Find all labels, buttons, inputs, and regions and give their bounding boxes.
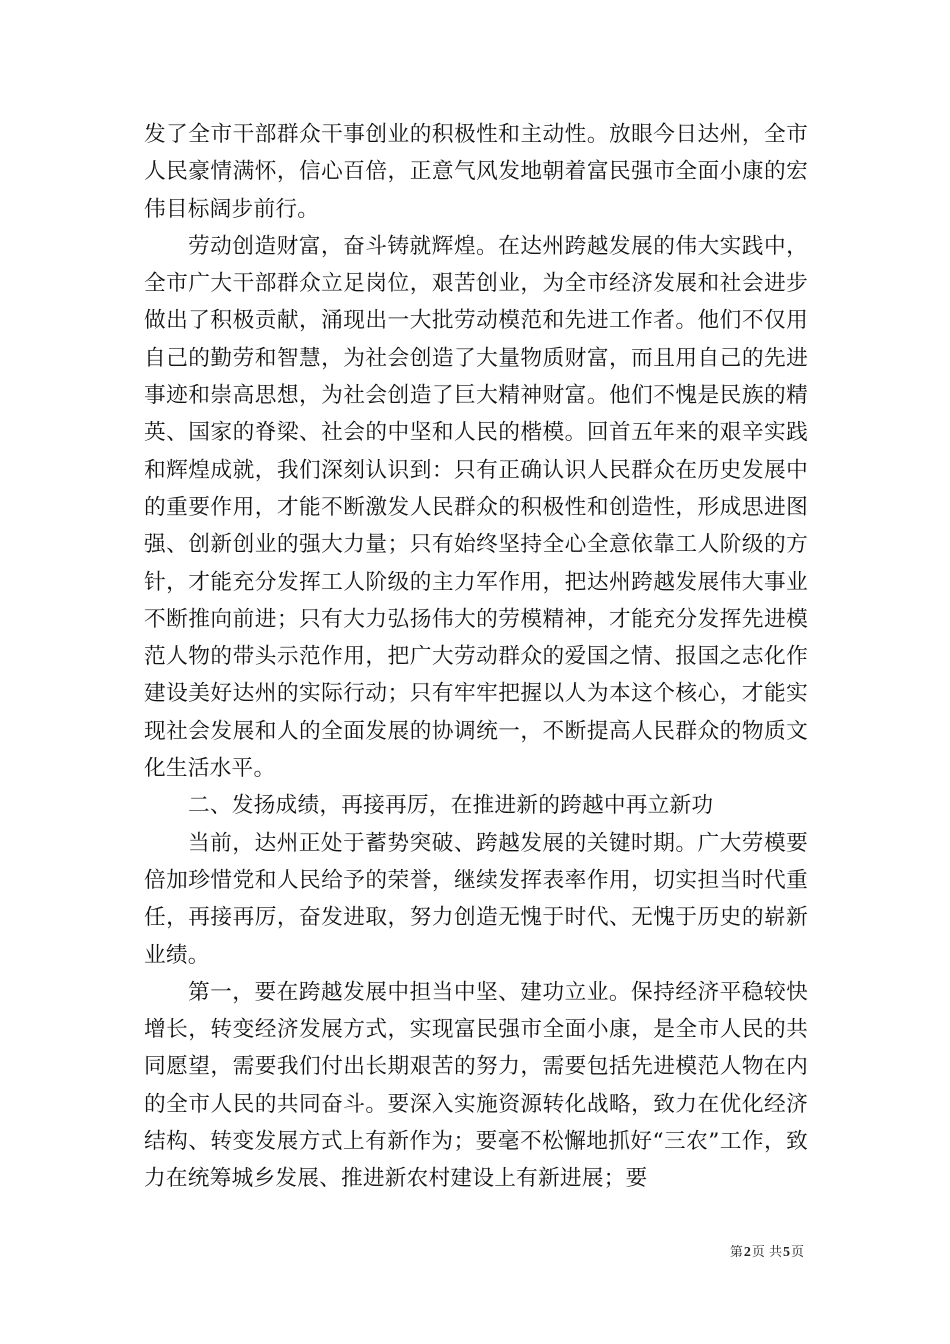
- document-body: [144, 116, 808, 1198]
- footer-middle: 页 共: [751, 1245, 782, 1260]
- paragraph-first-point: 第一，要在跨越发展中担当中坚、建功立业。保持经济平稳较快增长，转变经济发展方式，实现富民强市全面小康，是全市人民的共同愿望，需要我们付出长期艰苦的努力，需要包括先进模范人物在内的全市人民的共同奋斗。要深入实施资源转化战略，致力在优化经济结构、转变发展方式上有新作为；要毫不松懈地抓好“三农”工作，致力在统筹城乡发展、推进新农村建设上有新进展；要: [144, 979, 808, 1192]
- current-page-number: 2: [743, 1245, 751, 1260]
- footer-suffix: 页: [790, 1245, 804, 1260]
- page-number-footer: [730, 1245, 804, 1261]
- section-heading-2: 二、发扬成绩，再接再厉，在推进新的跨越中再立新功: [188, 793, 714, 819]
- paragraph-current-period: 当前，达州正处于蓄势突破、跨越发展的关键时期。广大劳模要倍加珍惜党和人民给予的荣誉，继续发挥表率作用，切实担当时代重任，再接再厉，奋发进取，努力创造无愧于时代、无愧于历史的崭新业绩。: [144, 830, 808, 968]
- paragraph-labor-creates-wealth: 劳动创造财富，奋斗铸就辉煌。在达州跨越发展的伟大实践中，全市广大干部群众立足岗位，艰苦创业，为全市经济发展和社会进步做出了积极贡献，涌现出一大批劳动模范和先进工作者。他们不仅用自己的勤劳和智慧，为社会创造了大量物质财富，而且用自己的先进事迹和崇高思想，为社会创造了巨大精神财富。他们不愧是民族的精英、国家的脊梁、社会的中坚和人民的楷模。回首五年来的艰辛实践和辉煌成就，我们深刻认识到：只有正确认识人民群众在历史发展中的重要作用，才能不断激发人民群众的积极性和创造性，形成思进图强、创新创业的强大力量；只有始终坚持全心全意依靠工人阶级的方针，才能充分发挥工人阶级的主力军作用，把达州跨越发展伟大事业不断推向前进；只有大力弘扬伟大的劳模精神，才能充分发挥先进模范人物的带头示范作用，把广大劳动群众的爱国之情、报国之志化作建设美好达州的实际行动；只有牢牢把握以人为本这个核心，才能实现社会发展和人的全面发展的协调统一，不断提高人民群众的物质文化生活水平。: [144, 233, 808, 782]
- footer-prefix: 第: [729, 1245, 743, 1260]
- total-pages-number: 5: [782, 1245, 790, 1260]
- paragraph-continuation: 发了全市干部群众干事创业的积极性和主动性。放眼今日达州，全市人民豪情满怀，信心百倍，正意气风发地朝着富民强市全面小康的宏伟目标阔步前行。: [144, 122, 808, 222]
